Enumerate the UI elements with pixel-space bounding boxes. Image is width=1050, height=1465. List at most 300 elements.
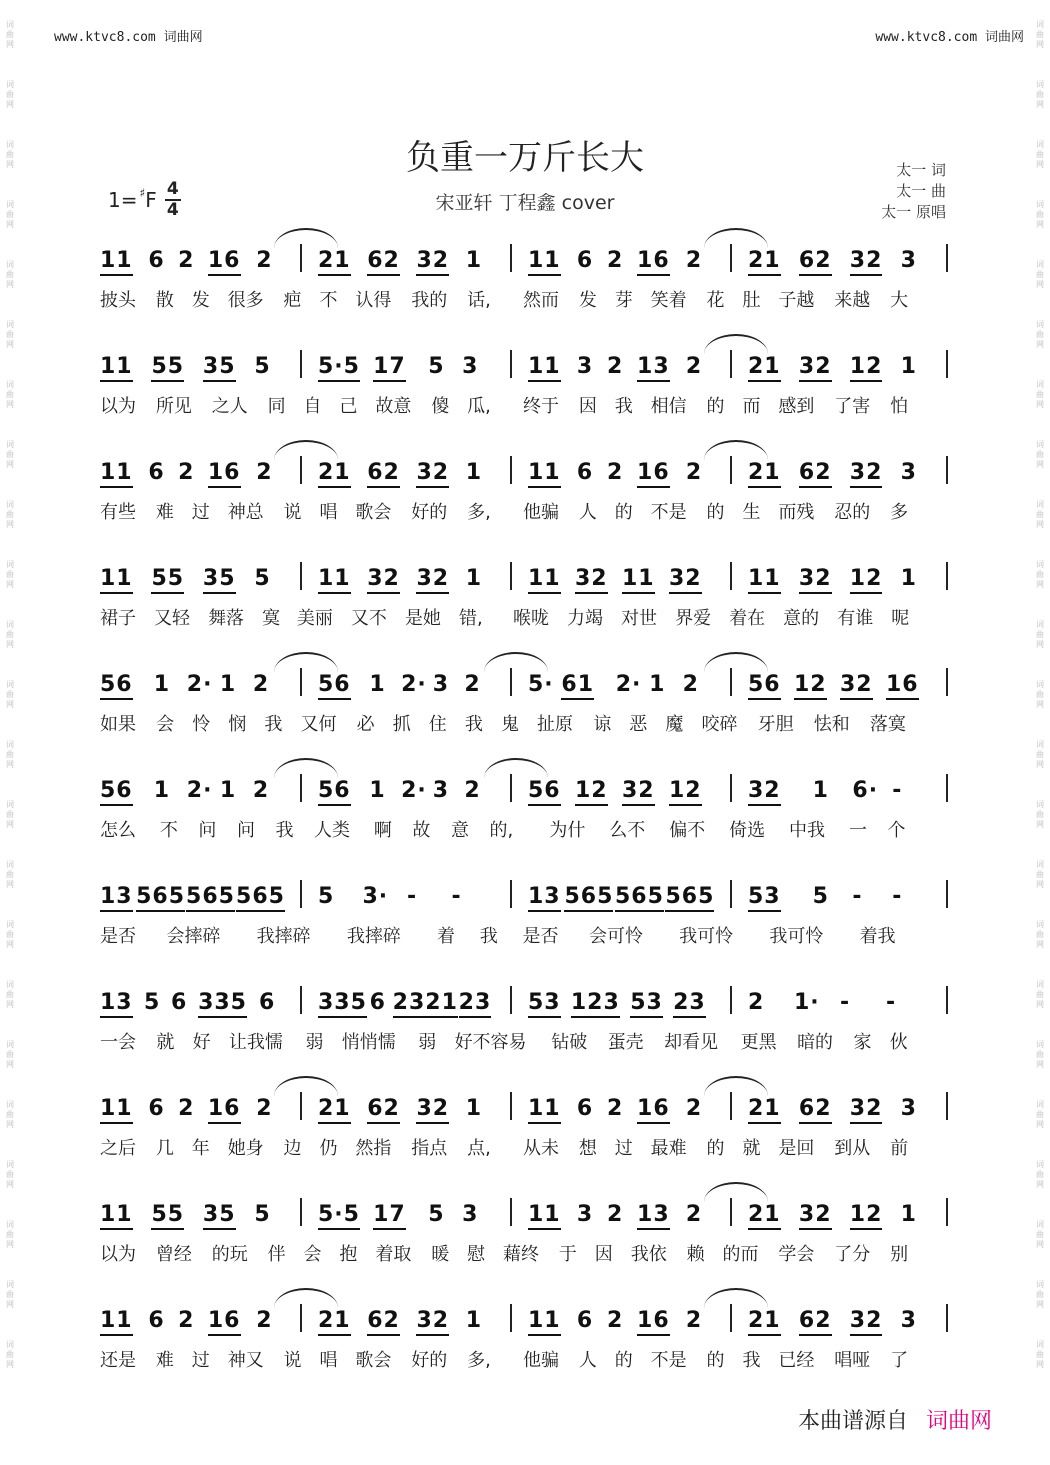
lyric-word: 我可怜 bbox=[769, 926, 824, 947]
watermark-char: 词 bbox=[6, 620, 14, 629]
lyric-word: 他骗 bbox=[522, 502, 559, 523]
lyrics-row bbox=[0, 1134, 1050, 1158]
lyric-word: 落寞 bbox=[869, 714, 906, 735]
watermark-char: 词 bbox=[1036, 1340, 1044, 1349]
note: 32 bbox=[748, 778, 781, 806]
lyric-word: 啊 bbox=[373, 820, 392, 841]
note: 6 bbox=[576, 1308, 594, 1333]
watermark-char: 曲 bbox=[1036, 150, 1044, 159]
note: 13 bbox=[100, 990, 133, 1018]
lyric-word: 个 bbox=[887, 820, 906, 841]
note: 13 bbox=[100, 884, 133, 912]
lyric-word: 悯 bbox=[228, 714, 247, 735]
lyric-word: 喉咙 bbox=[513, 608, 549, 629]
lyrics-row bbox=[0, 816, 1050, 840]
lyric-word: 我 bbox=[464, 714, 483, 735]
lyric-word: 说 bbox=[283, 502, 302, 523]
note: 1· bbox=[794, 990, 820, 1015]
lyric-word: 已经 bbox=[778, 1350, 815, 1371]
note: 23 bbox=[673, 990, 706, 1018]
tie-arc bbox=[704, 1076, 768, 1096]
note: 12 bbox=[669, 778, 702, 806]
note: 2 bbox=[606, 1096, 624, 1121]
site-url: www.ktvc8.com bbox=[54, 30, 156, 45]
bar-line bbox=[300, 1198, 302, 1226]
note: 11 bbox=[100, 1202, 133, 1230]
watermark-char: 词 bbox=[6, 860, 14, 869]
lyric-word: 过 bbox=[614, 1138, 633, 1159]
note: 3 bbox=[432, 778, 450, 803]
bar-line bbox=[946, 880, 948, 908]
lyric-word: 披头 bbox=[100, 290, 136, 311]
note: 32 bbox=[850, 460, 883, 488]
lyric-word: 忍的 bbox=[834, 502, 871, 523]
lyric-word: 的 bbox=[706, 396, 725, 417]
lyric-word: 对世 bbox=[621, 608, 658, 629]
watermark-char: 网 bbox=[6, 1240, 14, 1249]
bar-line bbox=[510, 774, 512, 802]
lyric-word: 认得 bbox=[355, 290, 392, 311]
lyric-word: 很多 bbox=[227, 290, 264, 311]
note: 6 bbox=[148, 248, 165, 273]
watermark-char: 曲 bbox=[6, 870, 14, 879]
notes-row bbox=[0, 1192, 1050, 1232]
lyrics-row bbox=[0, 922, 1050, 946]
note: 2 bbox=[606, 248, 624, 273]
watermark-char: 网 bbox=[1036, 700, 1044, 709]
lyric-word: 发 bbox=[191, 290, 210, 311]
note: 13 bbox=[637, 354, 670, 382]
watermark-char: 曲 bbox=[6, 390, 14, 399]
bar-line bbox=[946, 1198, 948, 1226]
lyric-word: 笑着 bbox=[650, 290, 687, 311]
bar-line bbox=[300, 350, 302, 378]
lyric-word: 了害 bbox=[834, 396, 871, 417]
watermark-char: 词 bbox=[1036, 740, 1044, 749]
lyric-word: 是回 bbox=[778, 1138, 815, 1159]
note: 11 bbox=[528, 566, 561, 594]
song-title: 负重一万斤长大 bbox=[406, 138, 644, 178]
bar-line bbox=[510, 562, 512, 590]
note: 5 bbox=[143, 990, 161, 1015]
lyric-word: 扯原 bbox=[537, 714, 574, 735]
watermark-char: 词 bbox=[1036, 260, 1044, 269]
credits bbox=[881, 160, 946, 223]
note: 5· bbox=[528, 672, 554, 697]
note: 11 bbox=[100, 354, 133, 382]
watermark-char: 曲 bbox=[6, 630, 14, 639]
watermark-char: 网 bbox=[6, 1360, 14, 1369]
lyric-word: 力竭 bbox=[567, 608, 604, 629]
watermark-char: 曲 bbox=[6, 690, 14, 699]
lyrics-row bbox=[0, 1028, 1050, 1052]
note: 55 bbox=[151, 566, 184, 594]
note: 11 bbox=[100, 460, 133, 488]
tie-arc bbox=[704, 440, 768, 460]
watermark-char: 网 bbox=[1036, 520, 1044, 529]
note: 2 bbox=[178, 1096, 195, 1121]
watermark-char: 网 bbox=[1036, 40, 1044, 49]
lyric-word: 悄悄懦 bbox=[341, 1032, 396, 1053]
note: 2 bbox=[606, 354, 624, 379]
watermark-char: 网 bbox=[1036, 820, 1044, 829]
watermark-char: 网 bbox=[1036, 100, 1044, 109]
watermark-char: 网 bbox=[1036, 640, 1044, 649]
score-line bbox=[0, 344, 1050, 417]
lyric-word: 着在 bbox=[729, 608, 766, 629]
note: 16 bbox=[637, 248, 670, 276]
note: 3 bbox=[900, 1096, 917, 1121]
note: 32 bbox=[575, 566, 608, 594]
watermark-char: 词 bbox=[6, 980, 14, 989]
note: 17 bbox=[373, 1202, 406, 1230]
watermark-char: 词 bbox=[6, 1280, 14, 1289]
watermark-char: 曲 bbox=[1036, 810, 1044, 819]
bar-line bbox=[300, 562, 302, 590]
watermark-char: 曲 bbox=[6, 1050, 14, 1059]
note: 3 bbox=[576, 1202, 594, 1227]
watermark-char: 曲 bbox=[6, 570, 14, 579]
note: 21 bbox=[748, 460, 781, 488]
lyric-word: 唱 bbox=[319, 1350, 338, 1371]
lyric-word: 会可怜 bbox=[588, 926, 643, 947]
lyric-word: 意 bbox=[450, 820, 469, 841]
time-signature bbox=[165, 180, 181, 220]
lyric-word: 多, bbox=[467, 502, 491, 523]
note: 2 bbox=[464, 778, 481, 803]
watermark-char: 词 bbox=[6, 1220, 14, 1229]
lyric-word: 着取 bbox=[375, 1244, 412, 1265]
note: 11 bbox=[100, 1096, 133, 1124]
note: 3 bbox=[462, 1202, 479, 1227]
bar-line bbox=[730, 880, 732, 908]
note: 21 bbox=[748, 354, 781, 382]
note: 5 bbox=[254, 1202, 271, 1227]
lyric-word: 我 bbox=[742, 1350, 761, 1371]
watermark-char: 网 bbox=[1036, 160, 1044, 169]
watermark-char: 曲 bbox=[6, 330, 14, 339]
tie-arc bbox=[274, 758, 338, 778]
watermark-char: 词 bbox=[6, 1040, 14, 1049]
header-site-right bbox=[875, 26, 1024, 45]
lyric-word: 倚选 bbox=[729, 820, 766, 841]
lyric-word: 傻 bbox=[431, 396, 450, 417]
score-line bbox=[0, 1192, 1050, 1265]
lyric-word: 会 bbox=[156, 714, 175, 735]
lyric-word: 会 bbox=[303, 1244, 322, 1265]
note: 16 bbox=[637, 1308, 670, 1336]
lyric-word: 寞 bbox=[262, 608, 281, 629]
note: 2321 bbox=[393, 990, 458, 1018]
lyric-word: 住 bbox=[428, 714, 447, 735]
lyric-word: 错, bbox=[458, 608, 483, 629]
note: 13 bbox=[528, 884, 561, 912]
watermark-char: 网 bbox=[1036, 400, 1044, 409]
lyric-word: 难 bbox=[155, 502, 174, 523]
score-line bbox=[0, 556, 1050, 629]
lyric-word: 是否 bbox=[522, 926, 559, 947]
note: 32 bbox=[799, 354, 832, 382]
note: 11 bbox=[318, 566, 351, 594]
sharp-sign: ♯ bbox=[139, 186, 146, 200]
note: 3 bbox=[900, 1308, 917, 1333]
site-url: www.ktvc8.com bbox=[875, 30, 978, 45]
note: 2 bbox=[252, 778, 270, 803]
lyric-word: 子越 bbox=[778, 290, 815, 311]
watermark-char: 词 bbox=[6, 1160, 14, 1169]
note: 5 bbox=[318, 884, 335, 909]
watermark-char: 词 bbox=[6, 560, 14, 569]
lyrics-row bbox=[0, 1346, 1050, 1370]
watermark-char: 曲 bbox=[1036, 870, 1044, 879]
time-sig-bottom: 4 bbox=[166, 200, 179, 220]
bar-line bbox=[510, 668, 512, 696]
lyrics-row bbox=[0, 1240, 1050, 1264]
lyric-word: 伙 bbox=[889, 1032, 908, 1053]
watermark-char: 网 bbox=[6, 400, 14, 409]
note: 1 bbox=[219, 672, 237, 697]
note: 5 bbox=[428, 1202, 445, 1227]
note: 11 bbox=[528, 1096, 561, 1124]
watermark-char: 曲 bbox=[6, 990, 14, 999]
watermark-char: 曲 bbox=[1036, 990, 1044, 999]
lyric-word: 花 bbox=[706, 290, 725, 311]
watermark-char: 词 bbox=[6, 440, 14, 449]
note: 32 bbox=[799, 566, 832, 594]
lyric-word: 着我 bbox=[859, 926, 896, 947]
note: 11 bbox=[100, 566, 133, 594]
watermark-char: 网 bbox=[6, 1180, 14, 1189]
lyric-word: 然指 bbox=[355, 1138, 392, 1159]
time-sig-top: 4 bbox=[166, 179, 179, 199]
note: 2 bbox=[256, 460, 273, 485]
lyric-word: 人 bbox=[578, 502, 597, 523]
bar-line bbox=[300, 774, 302, 802]
tie-arc bbox=[704, 334, 768, 354]
note: 6 bbox=[148, 1096, 165, 1121]
bar-line bbox=[510, 986, 512, 1014]
lyric-word: 一 bbox=[848, 820, 867, 841]
lyric-word: 恶 bbox=[629, 714, 648, 735]
lyric-word: 让我懦 bbox=[228, 1032, 283, 1053]
note: 2· bbox=[401, 672, 427, 697]
note: 6 bbox=[369, 990, 386, 1015]
note: 62 bbox=[799, 1096, 832, 1124]
watermark-char: 词 bbox=[6, 140, 14, 149]
note: 1 bbox=[465, 566, 482, 591]
lyric-word: 慰 bbox=[467, 1244, 486, 1265]
note: 62 bbox=[367, 248, 400, 276]
composer-credit: 太一 曲 bbox=[896, 182, 946, 200]
note: 62 bbox=[367, 1308, 400, 1336]
footer bbox=[798, 1404, 992, 1435]
bar-line bbox=[730, 1198, 732, 1226]
lyrics-row bbox=[0, 498, 1050, 522]
lyric-word: 了分 bbox=[834, 1244, 871, 1265]
lyric-word: 又何 bbox=[300, 714, 337, 735]
lyric-word: 抓 bbox=[392, 714, 411, 735]
watermark-char: 网 bbox=[6, 700, 14, 709]
watermark-char: 网 bbox=[1036, 1120, 1044, 1129]
lyric-word: 我的 bbox=[411, 290, 448, 311]
lyric-word: 散 bbox=[155, 290, 174, 311]
note: 62 bbox=[799, 460, 832, 488]
lyric-word: 好的 bbox=[411, 1350, 448, 1371]
note: 2 bbox=[256, 1308, 273, 1333]
watermark-char: 曲 bbox=[6, 1230, 14, 1239]
note: 23 bbox=[459, 990, 492, 1018]
lyric-word: 暗的 bbox=[797, 1032, 834, 1053]
note: 61 bbox=[561, 672, 594, 700]
lyric-word: 家 bbox=[853, 1032, 872, 1053]
site-name: 词曲网 bbox=[163, 30, 203, 45]
bar-line bbox=[510, 1198, 512, 1226]
bar-line bbox=[730, 1092, 732, 1120]
note: 32 bbox=[669, 566, 702, 594]
note: 56 bbox=[748, 672, 781, 700]
lyric-word: 前 bbox=[890, 1138, 909, 1159]
lyric-word: 不是 bbox=[650, 1350, 687, 1371]
note: 32 bbox=[850, 1096, 883, 1124]
note: 3 bbox=[900, 248, 917, 273]
watermark-char: 词 bbox=[1036, 680, 1044, 689]
key-note: F bbox=[145, 188, 157, 212]
watermark-char: 词 bbox=[1036, 620, 1044, 629]
lyric-word: 故意 bbox=[375, 396, 412, 417]
lyric-word: 怯和 bbox=[813, 714, 850, 735]
lyric-word: 不是 bbox=[650, 502, 687, 523]
tie-arc bbox=[704, 1182, 768, 1202]
lyric-word: 是否 bbox=[100, 926, 136, 947]
note: 12 bbox=[850, 354, 883, 382]
watermark-char: 曲 bbox=[1036, 1050, 1044, 1059]
note: 56 bbox=[100, 778, 133, 806]
score-line bbox=[0, 980, 1050, 1053]
bar-line bbox=[946, 244, 948, 272]
watermark-char: 网 bbox=[6, 940, 14, 949]
lyric-word: 瓜, bbox=[467, 396, 491, 417]
notes-row bbox=[0, 344, 1050, 384]
lyric-word: 美丽 bbox=[296, 608, 333, 629]
lyric-word: 之后 bbox=[100, 1138, 136, 1159]
bar-line bbox=[730, 1304, 732, 1332]
lyric-word: 自 bbox=[303, 396, 322, 417]
note: 32 bbox=[416, 1096, 449, 1124]
watermark-char: 网 bbox=[6, 880, 14, 889]
note: 1 bbox=[900, 354, 917, 379]
bar-line bbox=[946, 1092, 948, 1120]
lyric-word: 她身 bbox=[227, 1138, 264, 1159]
note: 2 bbox=[685, 354, 703, 379]
lyric-word: 谅 bbox=[593, 714, 612, 735]
tie-arc bbox=[484, 652, 548, 672]
lyric-word: 好的 bbox=[411, 502, 448, 523]
lyric-word: 想 bbox=[578, 1138, 597, 1159]
lyric-word: 着 bbox=[437, 926, 456, 947]
note: 32 bbox=[416, 248, 449, 276]
watermark-char: 词 bbox=[6, 920, 14, 929]
notes-row bbox=[0, 980, 1050, 1020]
note: 62 bbox=[367, 460, 400, 488]
watermark-char: 网 bbox=[1036, 880, 1044, 889]
watermark-char: 网 bbox=[6, 760, 14, 769]
watermark-char: 网 bbox=[6, 640, 14, 649]
bar-line bbox=[730, 774, 732, 802]
note: 11 bbox=[100, 1308, 133, 1336]
bar-line bbox=[510, 1092, 512, 1120]
note: 2· bbox=[186, 672, 213, 697]
lyric-word: 肚 bbox=[742, 290, 761, 311]
lyric-word: 芽 bbox=[614, 290, 633, 311]
lyric-word: 我摔碎 bbox=[346, 926, 401, 947]
lyric-word: 我可怜 bbox=[679, 926, 734, 947]
lyric-word: 点, bbox=[467, 1138, 491, 1159]
note: 565 bbox=[136, 884, 185, 912]
watermark-char: 词 bbox=[6, 1340, 14, 1349]
bar-line bbox=[946, 350, 948, 378]
note: 1 bbox=[649, 672, 666, 697]
lyric-word: 的 bbox=[614, 502, 633, 523]
note-dash: - bbox=[886, 990, 897, 1015]
lyric-word: 的玩 bbox=[211, 1244, 248, 1265]
bar-line bbox=[510, 350, 512, 378]
note: 2 bbox=[464, 672, 481, 697]
lyric-word: 感到 bbox=[778, 396, 815, 417]
lyric-word: 鬼 bbox=[500, 714, 519, 735]
bar-line bbox=[946, 1304, 948, 1332]
notes-row bbox=[0, 768, 1050, 808]
lyric-word: 而 bbox=[742, 396, 761, 417]
lyric-word: 仍 bbox=[319, 1138, 338, 1159]
watermark-char: 网 bbox=[1036, 1060, 1044, 1069]
lyric-word: 为什 bbox=[549, 820, 586, 841]
note: 11 bbox=[528, 460, 561, 488]
note: 6 bbox=[576, 248, 594, 273]
watermark-char: 曲 bbox=[1036, 30, 1044, 39]
note-dash: - bbox=[852, 884, 863, 909]
note: 2 bbox=[178, 460, 195, 485]
note: 1 bbox=[465, 460, 482, 485]
lyric-word: 我 bbox=[275, 820, 294, 841]
note-dash: - bbox=[892, 884, 903, 909]
note: 2 bbox=[256, 1096, 273, 1121]
tie-arc bbox=[704, 228, 768, 248]
watermark-char: 曲 bbox=[6, 1290, 14, 1299]
lyric-word: 终于 bbox=[522, 396, 559, 417]
note: 16 bbox=[886, 672, 919, 700]
note: 11 bbox=[622, 566, 655, 594]
bar-line bbox=[510, 244, 512, 272]
watermark-char: 词 bbox=[6, 80, 14, 89]
notes-row bbox=[0, 1086, 1050, 1126]
note: 56 bbox=[528, 778, 561, 806]
note: 5·5 bbox=[318, 354, 360, 382]
watermark-char: 曲 bbox=[1036, 450, 1044, 459]
note: 16 bbox=[637, 460, 670, 488]
note: 2 bbox=[685, 1202, 703, 1227]
note: 2· bbox=[401, 778, 427, 803]
key-prefix: 1= bbox=[108, 188, 138, 212]
lyric-word: 从未 bbox=[522, 1138, 559, 1159]
note: 32 bbox=[799, 1202, 832, 1230]
lyric-word: 怕 bbox=[890, 396, 909, 417]
bar-line bbox=[730, 244, 732, 272]
lyric-word: 所见 bbox=[155, 396, 192, 417]
lyric-word: 别 bbox=[890, 1244, 909, 1265]
watermark-char: 词 bbox=[6, 200, 14, 209]
lyric-word: 了 bbox=[890, 1350, 909, 1371]
note: 35 bbox=[203, 566, 236, 594]
